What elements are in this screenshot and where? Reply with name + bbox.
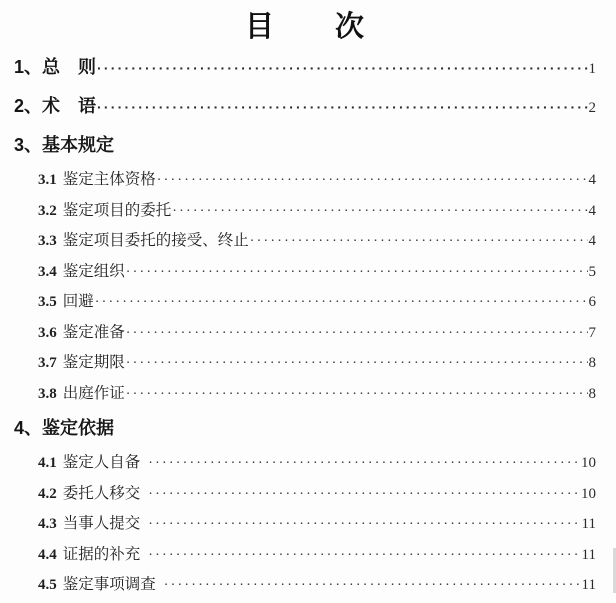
toc-section-heading bbox=[14, 409, 596, 448]
toc-entry bbox=[14, 479, 596, 510]
toc-entry-page: 6 bbox=[588, 294, 596, 310]
dot-leader bbox=[250, 227, 588, 257]
toc-entry-label: 鉴定准备 bbox=[62, 323, 125, 341]
dot-leader bbox=[164, 571, 581, 601]
toc-entry-number: 3、 bbox=[14, 135, 43, 155]
toc-entry-page: 11 bbox=[581, 516, 596, 532]
toc-entry bbox=[14, 48, 596, 87]
toc-section-heading bbox=[14, 126, 596, 165]
toc-entry bbox=[14, 448, 596, 479]
toc-entry-label: 基本规定 bbox=[42, 135, 115, 155]
dot-leader bbox=[97, 49, 587, 87]
toc-entry-label: 出庭作证 bbox=[62, 384, 125, 402]
toc-entry bbox=[14, 257, 596, 288]
dot-leader bbox=[126, 349, 588, 379]
toc-entry-number: 3.4 bbox=[38, 263, 57, 280]
toc-entry-number: 3.1 bbox=[38, 172, 57, 188]
toc-entry bbox=[14, 287, 596, 318]
toc-entry-label: 鉴定依据 bbox=[42, 418, 115, 438]
toc-entry-label: 术 语 bbox=[42, 96, 97, 116]
toc-entry bbox=[14, 318, 596, 349]
toc-entry bbox=[14, 87, 596, 126]
toc-entry bbox=[14, 165, 596, 196]
toc-entry-page: 2 bbox=[588, 100, 596, 116]
toc-entry-page: 7 bbox=[588, 324, 596, 341]
toc-entry-number: 3.5 bbox=[38, 294, 57, 310]
toc-entry bbox=[14, 540, 596, 571]
toc-entry-number: 3.6 bbox=[38, 324, 57, 341]
toc-entry-label: 鉴定项目委托的接受、终止 bbox=[62, 232, 249, 249]
dot-leader bbox=[157, 166, 588, 196]
toc-entry-number: 4.5 bbox=[38, 577, 57, 593]
toc-entry-page: 4 bbox=[588, 172, 596, 188]
dot-leader bbox=[172, 197, 587, 227]
toc-entry-number: 1、 bbox=[14, 57, 43, 77]
dot-leader bbox=[148, 541, 580, 571]
toc-entry-label: 回避 bbox=[62, 293, 94, 310]
toc-entry-label: 鉴定期限 bbox=[62, 354, 125, 371]
toc-entry-page: 11 bbox=[581, 577, 596, 593]
toc-entry-page: 5 bbox=[588, 263, 596, 280]
dot-leader bbox=[126, 319, 588, 349]
toc-entry-page: 10 bbox=[581, 485, 596, 502]
toc-entry-number: 3.8 bbox=[38, 385, 57, 402]
toc-entry-label: 鉴定组织 bbox=[62, 262, 125, 280]
dot-leader bbox=[97, 88, 587, 126]
toc-entry-page: 1 bbox=[588, 61, 596, 77]
toc-entry-page: 4 bbox=[588, 233, 596, 249]
toc-entry-label: 鉴定事项调查 bbox=[62, 576, 156, 593]
toc-entry bbox=[14, 509, 596, 540]
toc-entry-number: 4、 bbox=[14, 418, 43, 438]
toc-entry-label: 鉴定人自备 bbox=[62, 454, 141, 471]
dot-leader bbox=[126, 380, 588, 410]
toc-entry-label: 证据的补充 bbox=[62, 545, 141, 563]
toc-entry-label: 鉴定项目的委托 bbox=[62, 201, 172, 219]
dot-leader bbox=[148, 480, 580, 510]
toc-entry bbox=[14, 379, 596, 410]
toc-entry-page: 4 bbox=[588, 202, 596, 219]
toc-entry-page: 11 bbox=[581, 546, 596, 563]
dot-leader bbox=[148, 449, 580, 479]
toc-entry bbox=[14, 570, 596, 601]
toc-entry-label: 委托人移交 bbox=[62, 484, 141, 502]
toc-entry-label: 当事人提交 bbox=[62, 515, 141, 532]
toc-entry-number: 4.1 bbox=[38, 455, 57, 471]
toc-entry-number: 4.2 bbox=[38, 485, 57, 502]
toc-entry bbox=[14, 196, 596, 227]
toc-entry bbox=[14, 226, 596, 257]
toc-entry-number: 3.2 bbox=[38, 202, 57, 219]
toc-entry-page: 8 bbox=[588, 355, 596, 371]
toc-entry-label: 鉴定主体资格 bbox=[62, 171, 156, 188]
toc-entry-number: 3.3 bbox=[38, 233, 57, 249]
dot-leader bbox=[95, 288, 588, 318]
toc-entry-label: 总 则 bbox=[42, 57, 97, 77]
dot-leader bbox=[148, 510, 580, 540]
toc-entry-number: 4.3 bbox=[38, 516, 57, 532]
page-title: 目 次 bbox=[244, 11, 365, 43]
toc-entry bbox=[14, 348, 596, 379]
toc-entry-number: 4.4 bbox=[38, 546, 57, 563]
dot-leader bbox=[126, 258, 588, 288]
toc-entry-page: 10 bbox=[581, 455, 596, 471]
toc-entry-number: 3.7 bbox=[38, 355, 57, 371]
toc-entry-page: 8 bbox=[588, 385, 596, 402]
toc-entry-number: 2、 bbox=[14, 96, 43, 116]
